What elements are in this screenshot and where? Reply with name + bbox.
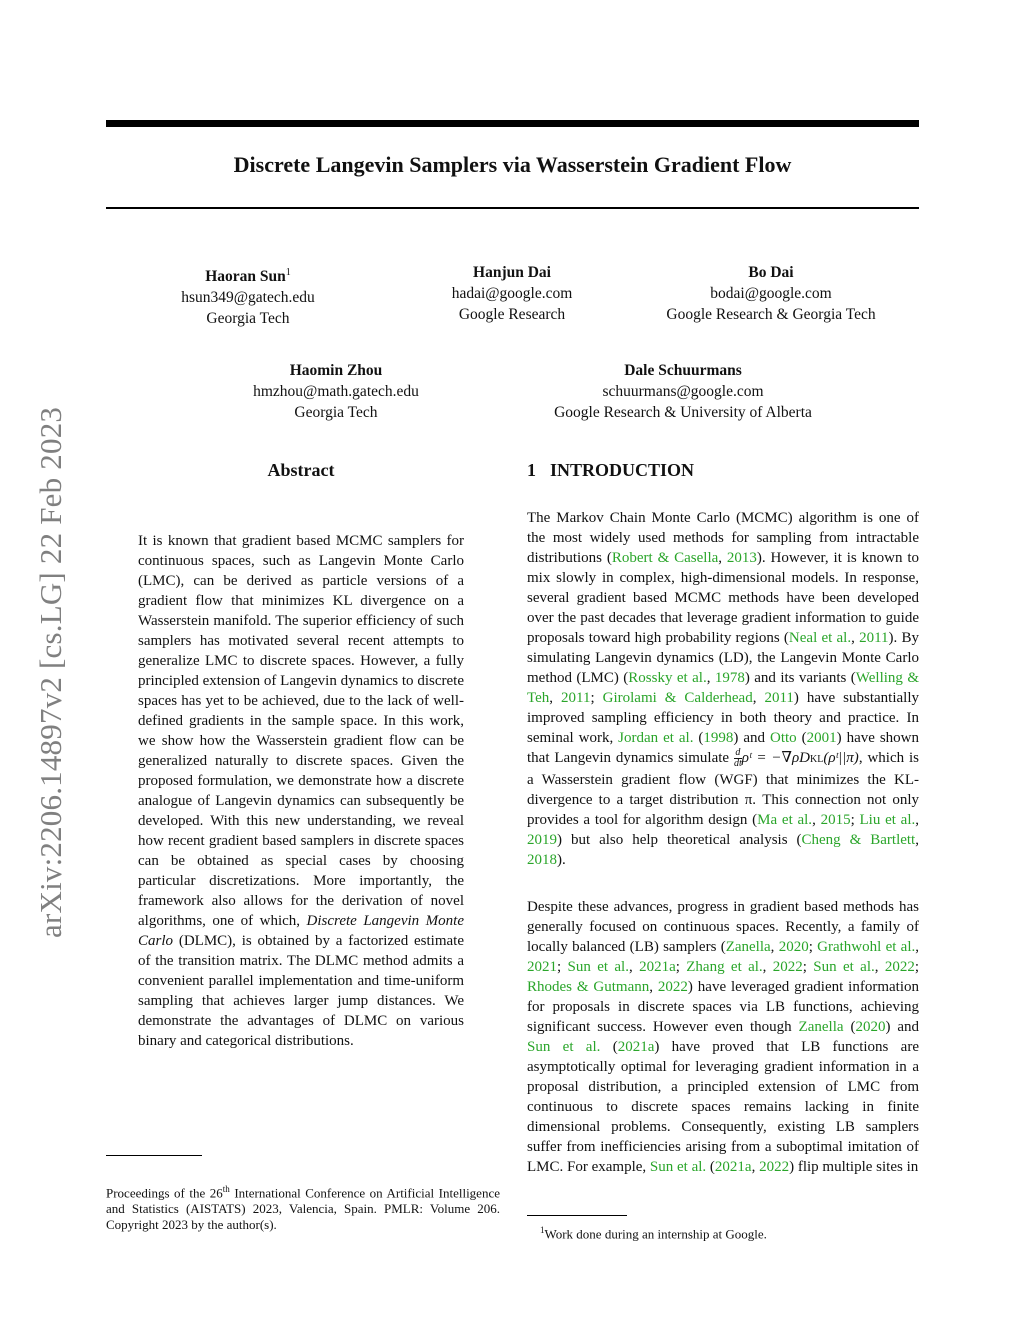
citation-link[interactable]: Jordan et al. (618, 730, 694, 746)
citation-link[interactable]: 2013 (726, 550, 757, 566)
paragraph-text: ( (706, 1159, 715, 1175)
paragraph-text: , (915, 832, 919, 848)
abstract-heading: Abstract (267, 460, 335, 480)
citation-link[interactable]: Neal et al. (788, 630, 852, 646)
paragraph-text: ) but also help theoretical analysis ( (557, 832, 802, 848)
section-title: INTRODUCTION (550, 460, 695, 480)
citation-link[interactable]: Sun et al. (649, 1159, 707, 1175)
footnote-rule (106, 1155, 202, 1156)
citation-link[interactable]: Zanella (725, 939, 771, 955)
author-affiliation: Georgia Tech (294, 404, 378, 421)
paragraph-text: ) and (733, 730, 770, 746)
author-footnote-mark: 1 (285, 267, 291, 278)
citation-link[interactable]: 2018 (527, 852, 557, 868)
citation-link[interactable]: 2020 (855, 1019, 886, 1035)
footnote-text: Proceedings of the 26 (106, 1185, 223, 1201)
abstract-text: It is known that gradient based MCMC samplers for continuous spaces, such as Langevin Monte Carlo (LMC), can be derived as particle versions of a gradient flow that minimizes KL divergence on a Wasserstein manifold. The superior efficiency of such samplers has motivated several recent attempts to generalize LMC to discrete spaces. However, a fully principled extension of Langevin dynamics to discrete spaces has yet to be achieved, due to the lack of well-defined gradients in the sample space. In this work, we show how the Wasserstein gradient flow can be generalized naturally to discrete spaces. Given the proposed formulation, we demonstrate how a discrete analogue of Langevin dynamics can subsequently be developed. With this new understanding, we reveal how recent gradient based samplers in discrete spaces can be obtained as special cases by choosing particular discretizations. More importantly, the framework also allows for the derivation of novel algorithms, one of which, (138, 533, 464, 929)
proceedings-footnote (106, 1181, 500, 1233)
paragraph-text: , (752, 690, 765, 706)
citation-link[interactable]: 2021a (639, 959, 676, 975)
citation-link[interactable]: Sun et al. (813, 959, 875, 975)
fraction-denominator: dt (733, 758, 742, 770)
author-affiliation: Google Research & University of Alberta (554, 404, 812, 421)
citation-link[interactable]: 2021a (714, 1159, 752, 1175)
citation-link[interactable]: Zanella (798, 1019, 844, 1035)
author-name: Bo Dai (748, 264, 794, 281)
section-number: 1 (527, 460, 536, 480)
equation-fraction (734, 748, 742, 769)
citation-link[interactable]: Zhang et al. (686, 959, 763, 975)
paragraph-text: , (851, 630, 860, 646)
paragraph-text: ) flip multiple sites in (789, 1159, 919, 1175)
paragraph-text: ) and its variants ( (744, 670, 856, 686)
author-footnote (540, 1222, 910, 1242)
citation-link[interactable]: Liu et al. (859, 812, 916, 828)
citation-link[interactable]: 2011 (561, 690, 591, 706)
paragraph-text: , (718, 550, 727, 566)
author-name: Haomin Zhou (289, 362, 383, 379)
citation-link[interactable]: 2011 (764, 690, 794, 706)
citation-link[interactable]: 2019 (527, 832, 557, 848)
paragraph-text: ). (557, 852, 566, 868)
author-block (412, 262, 612, 325)
paragraph-text: ( (796, 730, 807, 746)
footnote-mark: 1 (540, 1225, 545, 1235)
paragraph-text: ( (600, 1039, 618, 1055)
footnote-rule (527, 1215, 627, 1216)
fraction-numerator: d (735, 747, 741, 759)
citation-link[interactable]: 1998 (703, 730, 734, 746)
paragraph-text: ; (557, 959, 568, 975)
paragraph-text: ). By simulating Langevin dynamics (LD), the Langevin Monte Carlo method (LMC) ( (527, 630, 920, 686)
title-rule-top (106, 120, 919, 127)
author-block (523, 360, 843, 423)
abstract-body (138, 531, 464, 1051)
paragraph-text: , (628, 959, 640, 975)
paragraph-text: ; (675, 959, 687, 975)
paragraph-text: ). However, it is known to mix slowly in complex, high-dimensional models. In response, several gradient based MCMC methods have been developed over the past decades that leverage gradient information to guide proposals toward high probability regions ( (527, 550, 919, 646)
paragraph-text: ; (808, 939, 818, 955)
citation-link[interactable]: Sun et al. (527, 1039, 601, 1055)
footnote-superscript: th (222, 1184, 230, 1194)
citation-link[interactable]: Welling & Teh (527, 670, 919, 706)
paragraph-text: ; (590, 690, 603, 706)
citation-link[interactable]: 2020 (778, 939, 809, 955)
citation-link[interactable]: 2021a (617, 1039, 655, 1055)
paragraph-text: ) have substantially improved sampling efficiency in both theory and practice. In seminal work, (527, 690, 920, 746)
footnote-text: Work done during an internship at Google. (544, 1226, 767, 1242)
paragraph-text: ; (802, 959, 814, 975)
paragraph-text: Despite these advances, progress in gradient based methods has generally focused on continuous spaces. Recently, a family of locally balanced (LB) samplers ( (527, 899, 919, 955)
section-heading (527, 460, 694, 481)
paragraph-text: ( (843, 1019, 856, 1035)
paragraph-text: , (915, 812, 920, 828)
paragraph-text: , (812, 812, 821, 828)
author-email: hsun349@gatech.edu (181, 289, 315, 307)
paragraph-text: ) and (885, 1019, 919, 1035)
citation-link[interactable]: Ma et al. (757, 812, 813, 828)
paragraph-text: ) have shown that Langevin dynamics simulate (527, 730, 920, 766)
paper-title: Discrete Langevin Samplers via Wasserstein Gradient Flow (233, 152, 792, 177)
citation-link[interactable]: Grathwohl et al. (817, 939, 916, 955)
equation-subscript: KL (809, 754, 824, 765)
author-affiliation: Google Research (458, 306, 566, 323)
paragraph-text: , (770, 939, 779, 955)
author-email: schuurmans@google.com (602, 383, 764, 400)
paragraph-text: , which is a Wasserstein gradient flow (WGF) that minimizes the KL-divergence to a target distribution π. This connection not only provides a tool for algorithm design ( (527, 750, 919, 828)
footnote-text: International Conference on Artificial Intelligence and Statistics (AISTATS) 2023, Valencia, Spain. PMLR: Volume 206. Copyright 2023 by the author(s). (106, 1185, 500, 1233)
paragraph-text: , (549, 690, 562, 706)
paragraph-text: The Markov Chain Monte Carlo (MCMC) algorithm is one of the most widely used methods for sampling from intractable distributions ( (527, 510, 919, 566)
paragraph-text: ( (693, 730, 704, 746)
author-email: hadai@google.com (451, 285, 573, 302)
title-rule-bottom (106, 207, 919, 209)
author-affiliation: Georgia Tech (206, 310, 290, 328)
citation-link[interactable]: Sun et al. (567, 959, 629, 975)
paragraph-text: , (762, 959, 773, 975)
author-email: bodai@google.com (710, 285, 832, 302)
author-name: Haoran Sun (205, 268, 286, 286)
citation-link[interactable]: Rossky et al. (628, 670, 707, 686)
author-affiliation: Google Research & Georgia Tech (666, 306, 876, 323)
citation-link[interactable]: Robert & Casella (611, 550, 719, 566)
intro-paragraph-1 (527, 508, 919, 870)
arxiv-stamp: arXiv:2206.14897v2 [cs.LG] 22 Feb 2023 (33, 406, 68, 938)
paragraph-text: ; (914, 959, 920, 975)
equation-text: ρᵗ = −∇ρD (741, 750, 810, 766)
citation-link[interactable]: Otto (770, 730, 797, 746)
author-email: hmzhou@math.gatech.edu (253, 383, 419, 400)
citation-link[interactable]: Girolami & Calderhead (602, 690, 753, 706)
paragraph-text: ) have proved that LB functions are asymptotically optimal for leveraging gradient information in a proposal distribution, a principled extension of LMC from continuous to discrete spaces remains lacking in finite dimensional problems. Consequently, existing LB samplers suffer from inefficiencies arising from a suboptimal imitation of LMC. For example, (527, 1039, 919, 1175)
citation-link[interactable]: 2011 (859, 630, 889, 646)
abstract-emphasis: Discrete Langevin Monte Carlo (138, 913, 464, 949)
paragraph-text: ) have leveraged gradient information for proposals in discrete spaces via LB functions, achieving significant success. However even though (527, 979, 920, 1035)
author-block (148, 262, 348, 329)
citation-link[interactable]: 2022 (884, 959, 915, 975)
citation-link[interactable]: 2021 (527, 959, 557, 975)
citation-link[interactable]: 1978 (714, 670, 745, 686)
paragraph-text: , (706, 670, 715, 686)
intro-paragraph-2 (527, 897, 919, 1177)
paragraph-text: , (915, 939, 920, 955)
author-block (226, 360, 446, 423)
citation-link[interactable]: 2001 (806, 730, 837, 746)
paragraph-text: , (874, 959, 885, 975)
paragraph-text: , (649, 979, 658, 995)
citation-link[interactable]: 2022 (657, 979, 688, 995)
citation-link[interactable]: 2022 (772, 959, 803, 975)
author-block (641, 262, 901, 325)
citation-link[interactable]: 2022 (759, 1159, 790, 1175)
author-name: Dale Schuurmans (624, 362, 742, 379)
abstract-text: (DLMC), is obtained by a factorized estimate of the transition matrix. The DLMC method admits a convenient parallel implementation and time-uniform sampling that achieves larger jump distances. We demonstrate the advantages of DLMC on various binary and categorical distributions. (138, 933, 464, 1049)
citation-link[interactable]: Rhodes & Gutmann (527, 979, 650, 995)
paragraph-text: , (751, 1159, 760, 1175)
citation-link[interactable]: 2015 (820, 812, 851, 828)
equation-text: (ρᵗ||π) (823, 750, 859, 766)
author-name: Hanjun Dai (473, 264, 551, 281)
paragraph-text: ; (850, 812, 860, 828)
citation-link[interactable]: Cheng & Bartlett (801, 832, 916, 848)
